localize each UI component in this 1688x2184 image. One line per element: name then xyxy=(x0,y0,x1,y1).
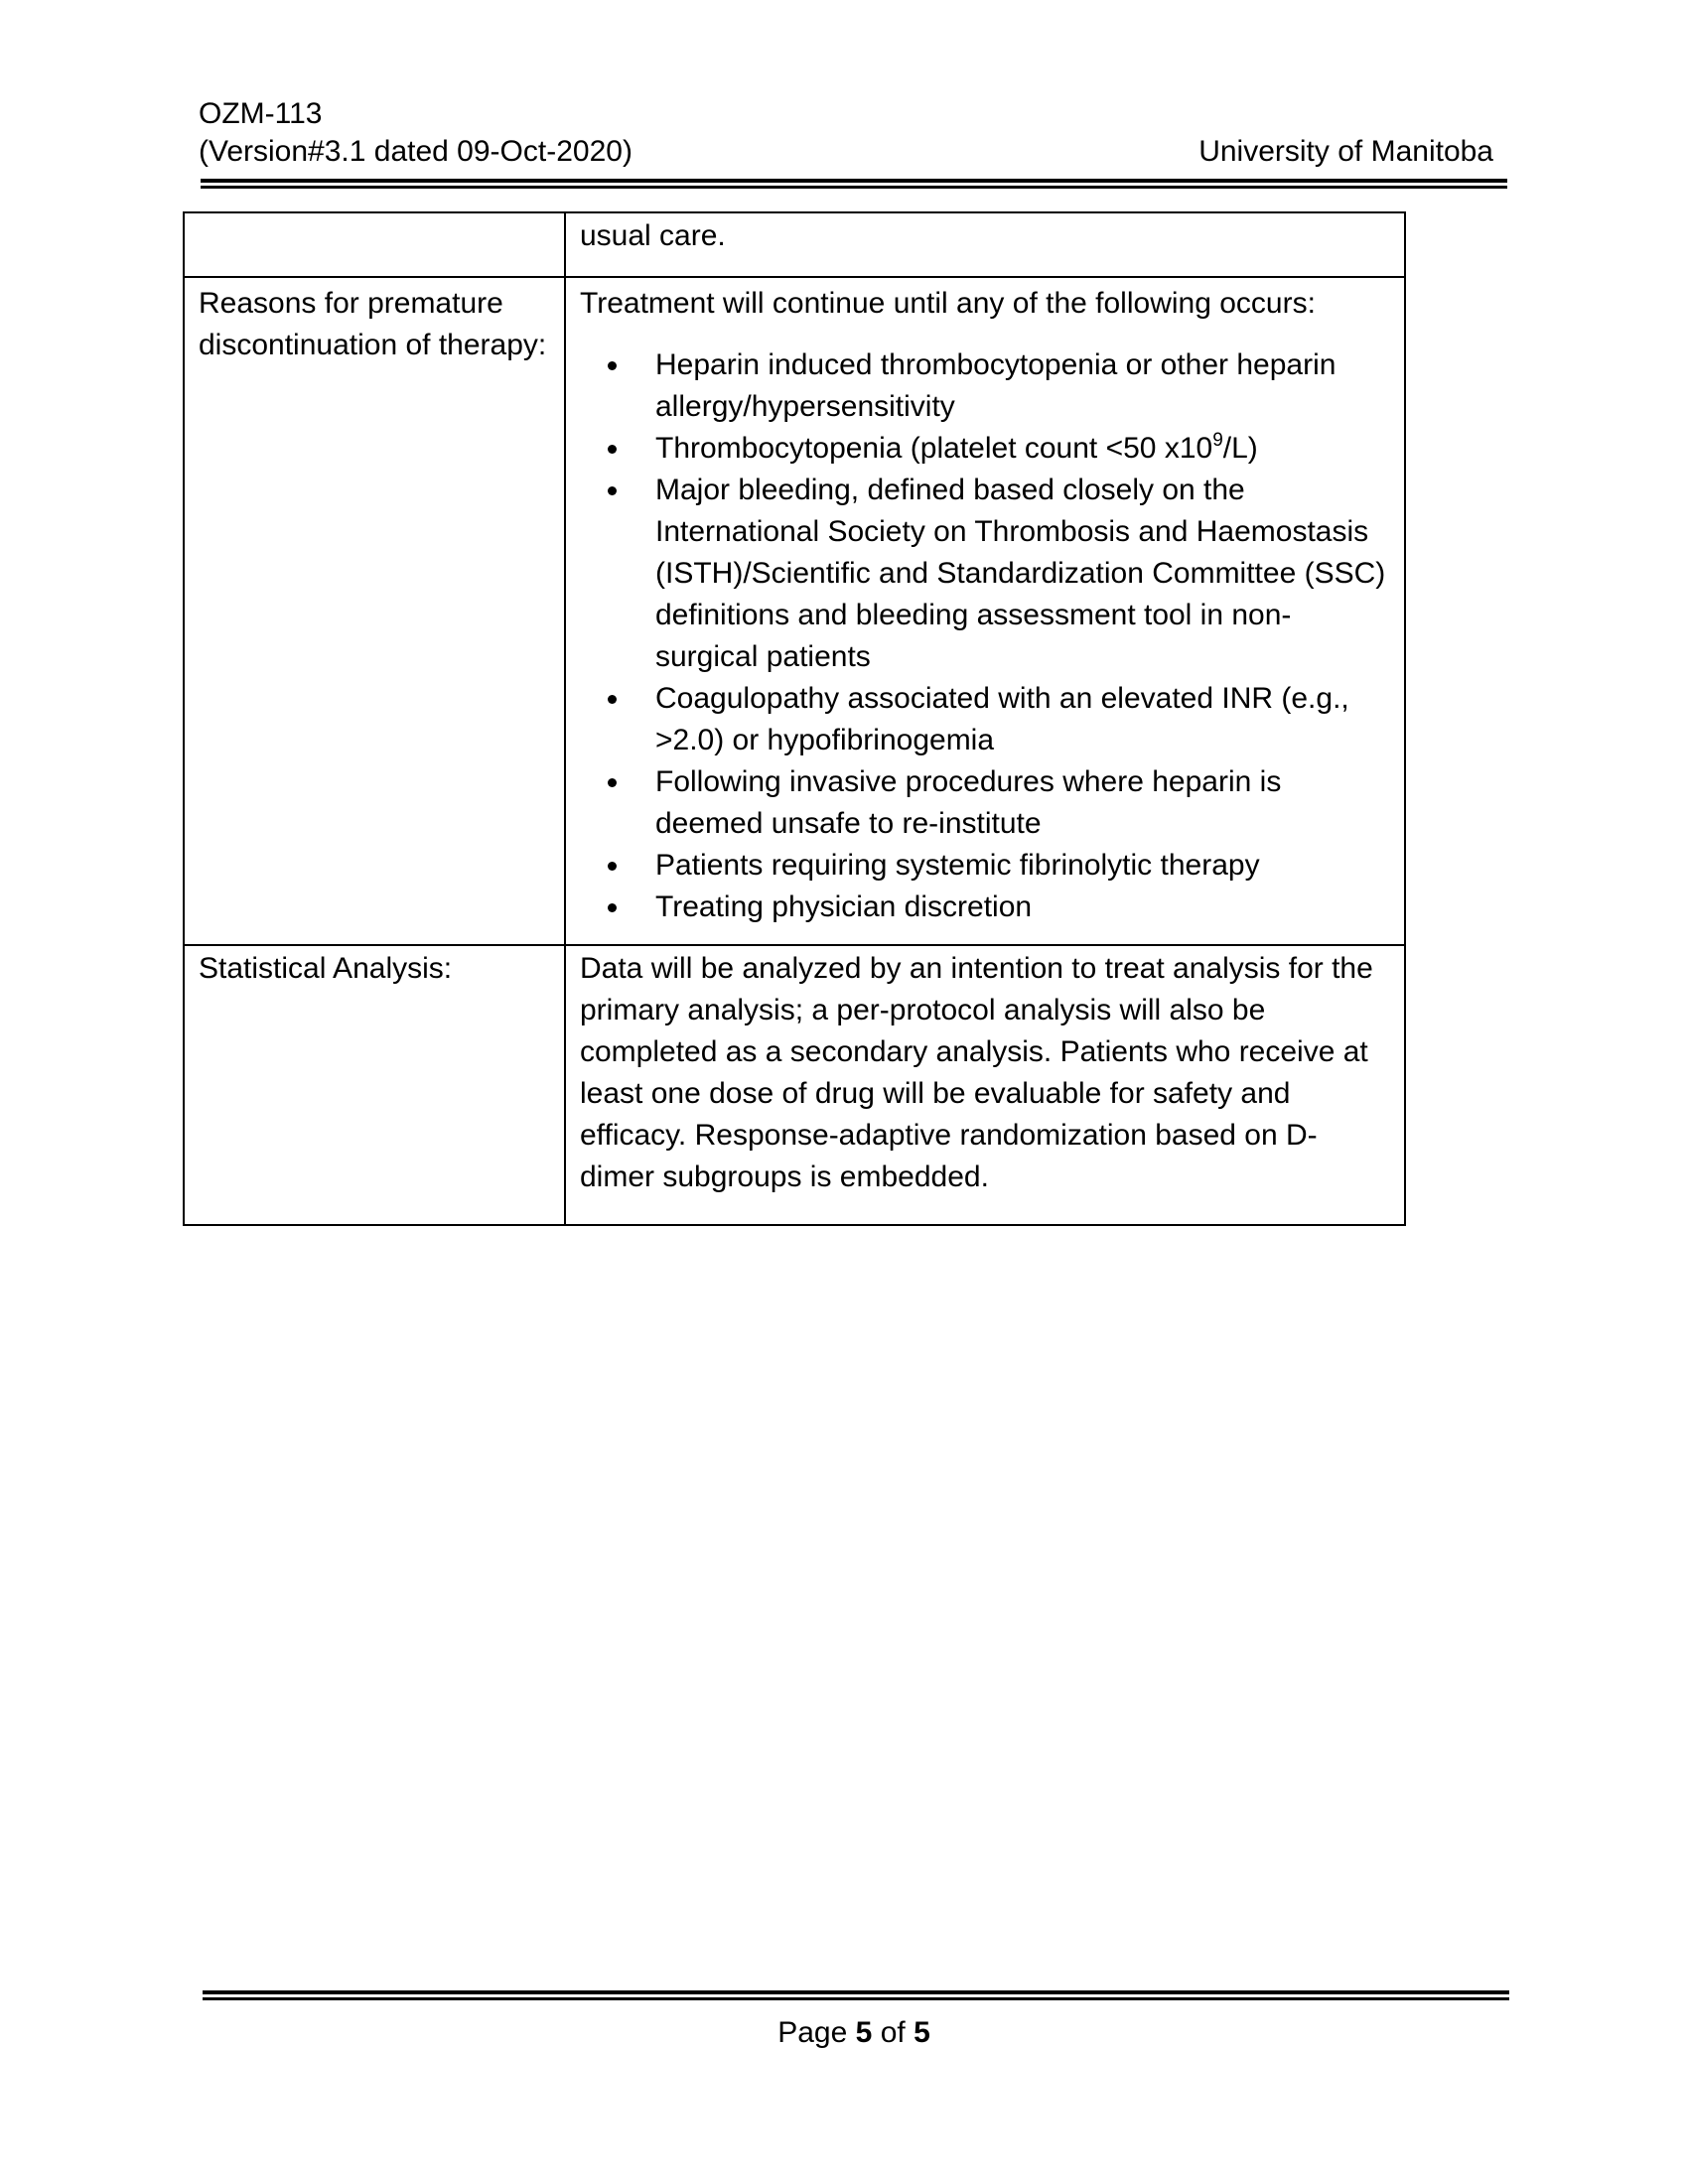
list-item-text: Major bleeding, defined based closely on the International Society on Thrombosis and Haemostasis (ISTH)/Scientific and Standardization Committee (SSC) definitions and bleeding assessment tool in non-surgical patients xyxy=(655,474,1386,673)
bullet-icon xyxy=(608,361,617,370)
row-content: Data will be analyzed by an intention to treat analysis for the primary analysis; a per-protocol analysis will also be completed as a secondary analysis. Patients who receive at least one dose of drug will be evaluable for safety and efficacy. Response-adaptive randomization based on D-dimer subgroups is embedded. xyxy=(565,945,1405,1225)
superscript-exponent: 9 xyxy=(1212,430,1223,451)
page-of: of xyxy=(880,2016,906,2049)
protocol-summary-table xyxy=(183,211,1406,1226)
list-item-text: Thrombocytopenia (platelet count <50 x10 xyxy=(655,432,1213,465)
page-prefix: Page xyxy=(777,2016,848,2049)
list-item xyxy=(580,761,1390,845)
bullet-icon xyxy=(608,486,617,495)
header-divider-thick xyxy=(201,179,1507,183)
bullet-icon xyxy=(608,445,617,454)
bullet-icon xyxy=(608,862,617,871)
list-item-text: Treating physician discretion xyxy=(655,890,1033,923)
list-item-text: Patients requiring systemic fibrinolytic therapy xyxy=(655,849,1260,882)
list-item xyxy=(580,428,1390,470)
list-item xyxy=(580,678,1390,761)
list-item-text: Following invasive procedures where heparin is deemed unsafe to re-institute xyxy=(655,765,1282,840)
list-item xyxy=(580,344,1390,428)
list-item xyxy=(580,887,1390,928)
table-row xyxy=(184,945,1405,1225)
bullet-icon xyxy=(608,778,617,787)
list-item xyxy=(580,845,1390,887)
page-total: 5 xyxy=(914,2016,930,2049)
list-item xyxy=(580,470,1390,678)
discontinuation-intro: Treatment will continue until any of the following occurs: xyxy=(580,287,1316,320)
list-item-text: Coagulopathy associated with an elevated INR (e.g., >2.0) or hypofibrinogemia xyxy=(655,682,1349,756)
footer-divider-thin xyxy=(203,1997,1509,2000)
row-content xyxy=(565,277,1405,945)
list-item-text-suffix: /L) xyxy=(1222,432,1258,465)
row-label xyxy=(184,212,565,277)
header-divider-thin xyxy=(201,186,1507,189)
document-id: OZM-113 xyxy=(199,97,323,130)
table-row xyxy=(184,277,1405,945)
discontinuation-reasons-list xyxy=(580,344,1390,928)
row-label: Reasons for premature discontinuation of therapy: xyxy=(184,277,565,945)
footer-divider xyxy=(203,1990,1509,2000)
footer-divider-thick xyxy=(203,1990,1509,1994)
bullet-icon xyxy=(608,695,617,704)
list-item-text: Heparin induced thrombocytopenia or other heparin allergy/hypersensitivity xyxy=(655,348,1336,423)
document-version: (Version#3.1 dated 09-Oct-2020) xyxy=(199,135,633,168)
row-content: usual care. xyxy=(565,212,1405,277)
row-label: Statistical Analysis: xyxy=(184,945,565,1225)
header-left xyxy=(199,95,633,171)
header-divider xyxy=(201,179,1507,189)
page-current: 5 xyxy=(855,2016,873,2049)
bullet-icon xyxy=(608,903,617,912)
table-row xyxy=(184,212,1405,277)
institution-name: University of Manitoba xyxy=(1198,135,1493,168)
page-number xyxy=(0,2014,1688,2052)
